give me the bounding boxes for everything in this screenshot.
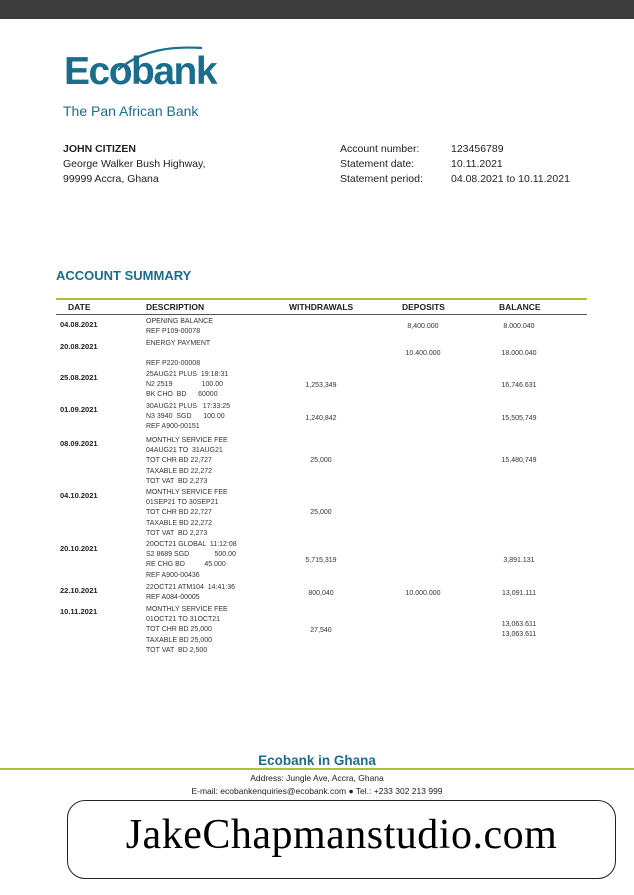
withdrawal-amount: 1,240,842 xyxy=(305,415,337,422)
deposit-amount: 10.000.000 xyxy=(405,590,441,597)
transaction-description xyxy=(146,317,256,337)
description-line: TAXABLE BD 22,272 xyxy=(146,519,213,527)
column-header-date: DATE xyxy=(68,302,91,312)
balance-amount: 15,480,749 xyxy=(501,457,537,464)
description-line: 22OCT21 ATM104 14:41:36 xyxy=(146,584,235,591)
description-line: TOT CHR BD 22,727 xyxy=(146,509,212,517)
transaction-date: 04.10.2021 xyxy=(60,491,98,500)
column-header-description: DESCRIPTION xyxy=(146,302,205,312)
description-line: MONTHLY SERVICE FEE xyxy=(146,437,228,444)
description-line: REF P220-00008 xyxy=(146,360,201,368)
account-labels xyxy=(340,142,423,187)
summary-header-rule xyxy=(56,314,587,315)
customer-name: JOHN CITIZEN xyxy=(63,143,136,155)
description-line: REF P109-00078 xyxy=(146,328,201,336)
transaction-description xyxy=(146,402,256,433)
customer-block xyxy=(63,142,205,187)
description-line: REF A084-00005 xyxy=(146,594,200,602)
deposit-amount: 8,400.000 xyxy=(407,323,439,330)
customer-address-line2: 99999 Accra, Ghana xyxy=(63,173,159,185)
description-line: 01OCT21 TO 31OCT21 xyxy=(146,616,221,624)
transaction-description xyxy=(146,540,256,581)
transaction-date: 01.09.2021 xyxy=(60,405,98,414)
balance-amount: 13,063.611 xyxy=(501,621,537,628)
footer-contact: E-mail: ecobankenquiries@ecobank.com ● Tel.: +233 302 213 999 xyxy=(191,786,443,796)
balance-amount: 15,505,749 xyxy=(501,415,537,422)
balance-amount: 3,891.131 xyxy=(503,557,535,564)
description-line: OPENING BALANCE xyxy=(146,318,213,325)
transaction-date: 22.10.2021 xyxy=(60,586,98,595)
description-line: TOT VAT BD 2,273 xyxy=(146,529,208,537)
statement-period: 04.08.2021 to 10.11.2021 xyxy=(451,173,570,185)
description-line: 30AUG21 PLUS 17:33:25 xyxy=(146,403,231,410)
description-line: 04AUG21 TO 31AUG21 xyxy=(146,447,223,455)
watermark-text: JakeChapmanstudio.com xyxy=(125,812,558,858)
description-line xyxy=(146,349,256,359)
description-line: N2 2519 100.00 xyxy=(146,381,224,389)
description-line: REF A900-00436 xyxy=(146,571,200,579)
watermark-box xyxy=(67,800,616,879)
section-title: ACCOUNT SUMMARY xyxy=(56,268,192,283)
summary-top-rule xyxy=(56,298,587,300)
transaction-date: 25.08.2021 xyxy=(60,373,98,382)
account-number: 123456789 xyxy=(451,143,504,155)
customer-address-line1: George Walker Bush Highway, xyxy=(63,158,206,170)
withdrawal-amount: 27,540 xyxy=(310,627,332,634)
description-line: TOT CHR BD 22,727 xyxy=(146,457,212,465)
column-header-balance: BALANCE xyxy=(499,302,541,312)
description-line: BK CHO BD 60000 xyxy=(146,391,218,399)
transaction-date: 20.10.2021 xyxy=(60,544,98,553)
withdrawal-amount: 800,040 xyxy=(308,590,334,597)
description-line: TAXABLE BD 25,000 xyxy=(146,636,213,644)
transaction-description xyxy=(146,370,256,401)
footer-title: Ecobank in Ghana xyxy=(258,753,376,768)
statement-date-label: Statement date: xyxy=(340,158,415,170)
logo-tagline: The Pan African Bank xyxy=(63,103,199,119)
description-line: 20OCT21 GLOBAL 11:12:08 xyxy=(146,541,237,548)
footer-rule xyxy=(0,768,634,770)
transaction-date: 04.08.2021 xyxy=(60,320,98,329)
withdrawal-amount: 5,715,319 xyxy=(305,557,337,564)
description-line: TOT VAT BD 2,273 xyxy=(146,477,208,485)
account-values xyxy=(451,142,570,187)
account-number-label: Account number: xyxy=(340,143,420,155)
description-line: 25AUG21 PLUS 19:18:31 xyxy=(146,371,229,378)
top-bar xyxy=(0,0,634,19)
balance-amount: 13,091.111 xyxy=(502,590,536,597)
balance-amount: 16,746.631 xyxy=(501,382,537,389)
description-line: RE CHG BD 45.000 xyxy=(146,561,226,569)
logo-wordmark: Ecobank xyxy=(64,50,217,93)
withdrawal-amount: 1,253,349 xyxy=(305,382,337,389)
column-header-deposits: DEPOSITS xyxy=(402,302,445,312)
withdrawal-amount: 25,000 xyxy=(310,509,332,516)
description-line: TOT CHR BD 25,000 xyxy=(146,626,212,634)
transaction-description xyxy=(146,583,256,603)
withdrawal-amount: 25,000 xyxy=(310,457,332,464)
transaction-date: 20.08.2021 xyxy=(60,342,98,351)
description-line: TAXABLE BD 22,272 xyxy=(146,467,213,475)
description-line: N3 3940 SGD 100.00 xyxy=(146,413,225,421)
balance-amount: 13,063.611 xyxy=(501,631,537,638)
description-line: REF A900-00151 xyxy=(146,423,200,431)
transaction-description xyxy=(146,436,256,487)
description-line: S2 8689 SGD 500.00 xyxy=(146,551,236,559)
transaction-description xyxy=(146,488,256,539)
column-header-withdrawals: WITHDRAWALS xyxy=(289,302,354,312)
description-line: ENERGY PAYMENT xyxy=(146,340,211,347)
transaction-description xyxy=(146,605,256,656)
statement-date: 10.11.2021 xyxy=(451,158,503,170)
description-line: MONTHLY SERVICE FEE xyxy=(146,489,228,496)
transaction-date: 08.09.2021 xyxy=(60,439,98,448)
statement-period-label: Statement period: xyxy=(340,173,423,185)
balance-amount: 8.000.040 xyxy=(503,323,535,330)
balance-amount: 18.000.040 xyxy=(501,350,537,357)
description-line: MONTHLY SERVICE FEE xyxy=(146,606,228,613)
description-line: 01SEP21 TO 30SEP21 xyxy=(146,499,219,507)
deposit-amount: 10.400.000 xyxy=(405,350,441,357)
description-line: TOT VAT BD 2,500 xyxy=(146,646,208,654)
footer-address: Address: Jungle Ave, Accra, Ghana xyxy=(250,773,384,783)
transaction-date: 10.11.2021 xyxy=(60,607,98,616)
transaction-description xyxy=(146,339,256,370)
